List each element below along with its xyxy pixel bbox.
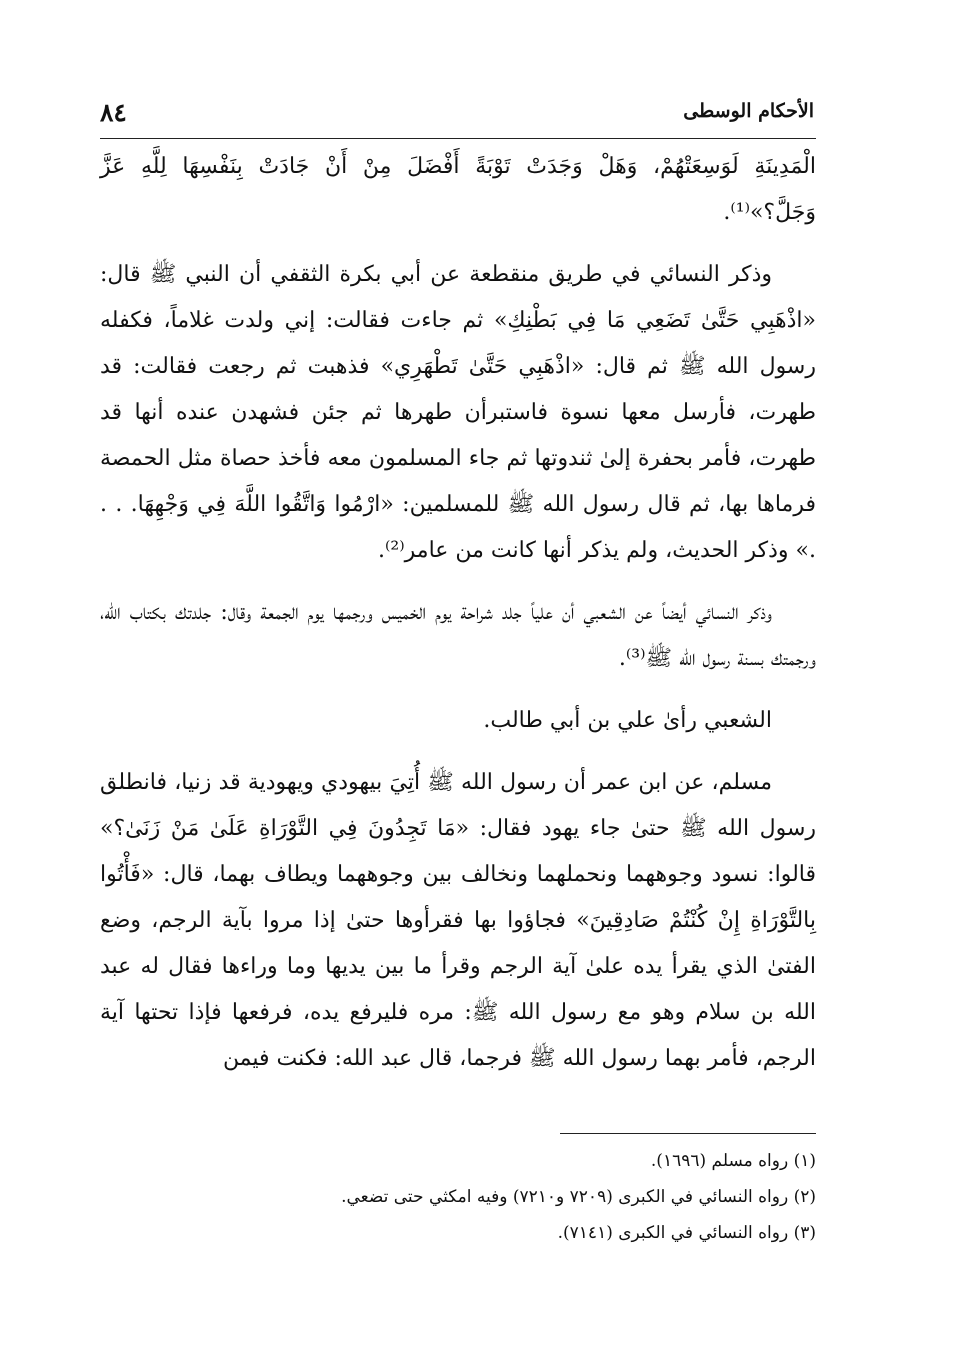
paragraph-muslim-ibn-umar: مسلم، عن ابن عمر أن رسول الله ﷺ أُتِيَ بيهودي ويهودية قد زنيا، فانطلق رسول الله ﷺ حتىٰ جاء يهود فقال: «مَا تَجِدُونَ فِي التَّوْرَاةِ عَلَىٰ مَنْ زَنَىٰ؟» قالوا: نسود وجوههما ونحملهما ونخالف بين وجوههما ويطاف بهما، قال: «فَأْتُوا بِالتَّوْرَاةِ إِنْ كُنْتُمْ صَادِقِينَ» فجاؤوا بها فقرأوها حتىٰ إذا مروا بآية الرجم، وضع الفتىٰ الذي يقرأ يده علىٰ آية الرجم وقرأ ما بين يديها وما وراءها فقال له عبد الله بن سلام وهو مع رسول الله ﷺ: مره فليرفع يده، فرفعها فإذا تحتها آية الرجم، فأمر بهما رسول الله ﷺ فرجما، قال عبد الله: فكنت فيمن [100, 770, 816, 1071]
footnote-1: (١) رواه مسلم (١٦٩٦). [650, 1151, 816, 1171]
footnote-2: (٢) رواه النسائي في الكبرى (٧٢٠٩ و٧٢١٠) وفيه امكثي حتى تضعي. [341, 1187, 816, 1207]
footnote-3: (٣) رواه النسائي في الكبرى (٧١٤١). [557, 1223, 816, 1243]
paragraph-nasai-shabi: وذكر النسائي أيضاً عن الشعبي أن علياً جلد شراحة يوم الخميس ورجمها يوم الجمعة وقال: جلدتك بكتاب الله، ورجمتك بسنة رسول الله ﷺ⁽³⁾. [100, 600, 816, 671]
page-header [100, 98, 816, 139]
paragraph-shabi-note: الشعبي رأىٰ علي بن أبي طالب. [483, 708, 772, 733]
running-title: الأحكام الوسطى [683, 100, 814, 122]
paragraph-nasai-abu-bakra: وذكر النسائي في طريق منقطعة عن أبي بكرة الثقفي أن النبي ﷺ قال: «اذْهَبِي حَتَّىٰ تَضَعِي مَا فِي بَطْنِكِ» ثم جاءت فقالت: إني ولدت غلاماً، فكفله رسول الله ﷺ ثم قال: «اذْهَبِي حَتَّىٰ تَطْهَرِي» فذهبت ثم رجعت فقالت: قد طهرت، فأرسل معها نسوة فاستبرأن طهرها ثم جئن فشهدن عنده أنها قد طهرت، فأمر بحفرة إلىٰ ثندوتها ثم جاء المسلمون معه فأخذ حصاة مثل الحمصة فرماها بها، ثم قال رسول الله ﷺ للمسلمين: «ارْمُوا وَاتَّقُوا اللَّهَ فِي وَجْهِهَا. . . .» وذكر الحديث، ولم يذكر أنها كانت من عامر⁽²⁾. [100, 262, 816, 563]
paragraph-continuation: الْمَدِينَةِ لَوَسِعَتْهُمْ، وَهَلْ وَجَدَتْ تَوْبَةً أَفْضَلَ مِنْ أَنْ جَادَتْ بِنَفْسِهَا لِلَّهِ عَزَّ وَجَلَّ؟»⁽¹⁾. [100, 154, 816, 225]
main-text [100, 144, 816, 1098]
page-number: ٨٤ [100, 98, 127, 127]
footnote-separator [560, 1133, 816, 1134]
footnotes [100, 1143, 816, 1251]
